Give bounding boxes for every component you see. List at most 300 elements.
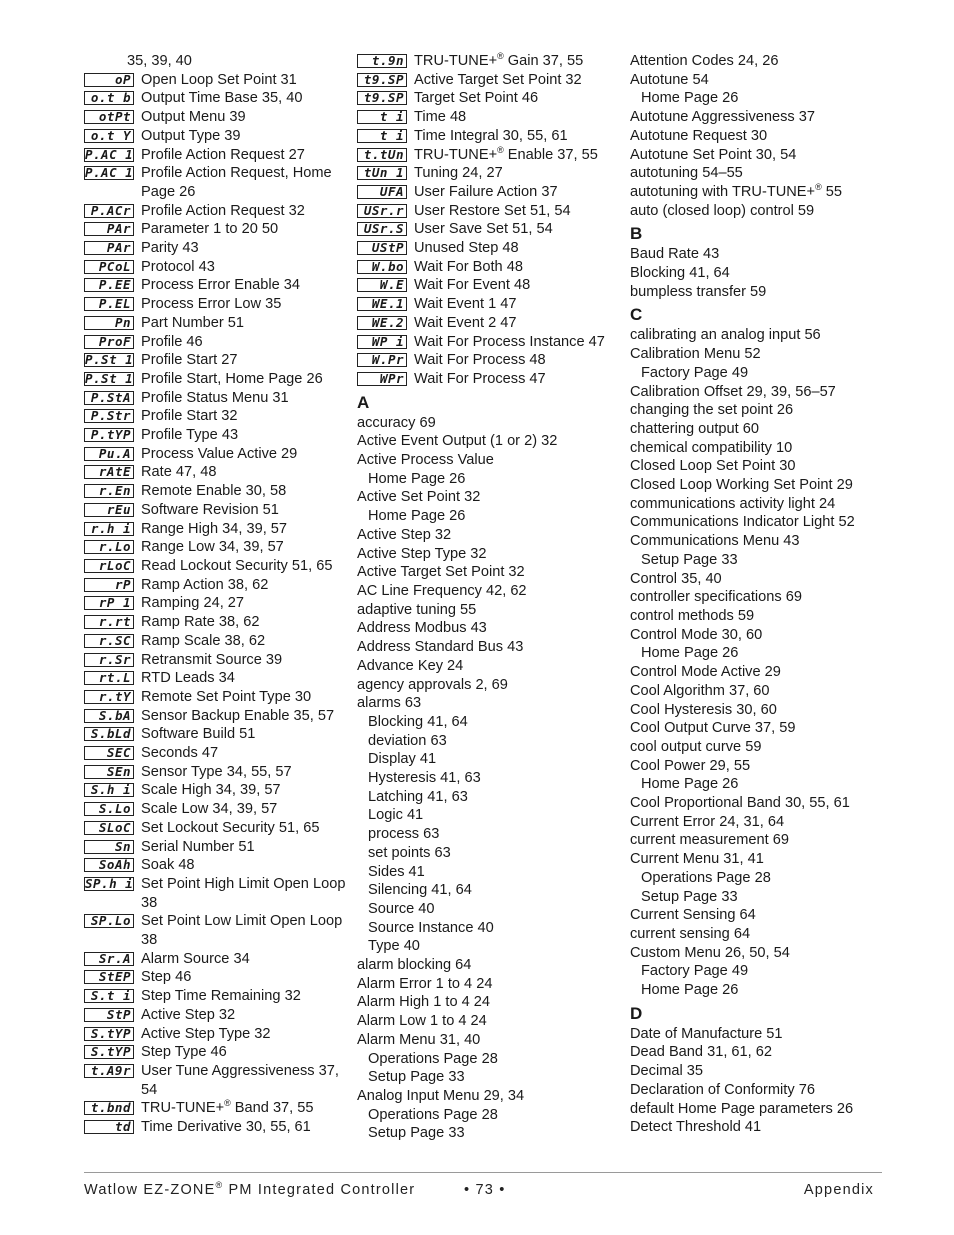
entry-text xyxy=(368,1069,465,1085)
entry-text xyxy=(630,402,793,418)
entry-text xyxy=(414,258,619,277)
parameter-code-entry xyxy=(84,389,346,408)
entry-label: Time Integral 30, 55, 61 xyxy=(414,127,568,144)
entry-text xyxy=(630,608,754,624)
display-code-box: rAtE xyxy=(84,465,134,479)
index-entry xyxy=(630,944,892,963)
entry-text xyxy=(141,220,346,239)
entry-text xyxy=(141,1043,346,1062)
display-code-box: P.EL xyxy=(84,297,134,311)
parameter-code-entry xyxy=(357,202,619,221)
entry-text xyxy=(368,471,465,487)
display-code-box: P.ACr xyxy=(84,204,134,218)
parameter-code-entry xyxy=(84,1118,346,1137)
index-entry xyxy=(357,1012,619,1031)
entry-text xyxy=(414,314,619,333)
entry-text xyxy=(630,440,792,456)
parameter-code-entry xyxy=(84,856,346,875)
entry-text xyxy=(630,327,821,343)
entry-text xyxy=(141,744,346,763)
entry-label: Operations Page 28 xyxy=(368,1050,498,1067)
entry-label: Time Derivative 30, 55, 61 xyxy=(141,1119,311,1136)
entry-text xyxy=(630,514,855,530)
display-code-box: rP xyxy=(84,578,134,592)
entry-label: Current Error 24, 31, 64 xyxy=(630,813,785,830)
parameter-code-entry xyxy=(84,258,346,277)
parameter-code-entry xyxy=(84,314,346,333)
index-subentry xyxy=(357,806,619,825)
entry-label: Serial Number 51 xyxy=(141,838,255,855)
display-code-box: UStP xyxy=(357,241,407,255)
parameter-code-entry xyxy=(84,426,346,445)
entry-label: RTD Leads 34 xyxy=(141,670,235,687)
entry-label: Home Page 26 xyxy=(641,90,739,107)
entry-text xyxy=(141,127,346,146)
entry-text xyxy=(630,814,784,830)
entry-text xyxy=(414,333,619,352)
entry-text xyxy=(127,53,192,69)
index-subentry xyxy=(630,89,892,108)
entry-text xyxy=(630,203,814,219)
entry-label: Wait Event 1 47 xyxy=(414,296,517,313)
entry-label: Step 46 xyxy=(141,969,192,986)
parameter-code-entry xyxy=(357,258,619,277)
display-code-box: t.A9r xyxy=(84,1064,134,1078)
entry-text xyxy=(368,882,472,898)
index-entry xyxy=(357,993,619,1012)
index-entry xyxy=(630,1025,892,1044)
entry-text xyxy=(141,781,346,800)
display-code-box: tUn 1 xyxy=(357,166,407,180)
entry-text xyxy=(141,950,346,969)
display-code-box: P.AC 1 xyxy=(85,147,134,162)
entry-text xyxy=(357,639,523,655)
parameter-code-entry xyxy=(84,688,346,707)
entry-text xyxy=(630,181,843,200)
entry-text xyxy=(414,220,619,239)
parameter-code-entry xyxy=(357,220,619,239)
display-code-box: S.bA xyxy=(84,709,134,723)
index-subentry xyxy=(357,1124,619,1143)
entry-label: bumpless transfer 59 xyxy=(630,283,767,300)
display-code-box: t9.SP xyxy=(357,73,407,87)
entry-text xyxy=(630,265,730,281)
index-subentry xyxy=(357,919,619,938)
entry-text xyxy=(357,489,480,505)
index-entry xyxy=(357,582,619,601)
display-code-box: W.E xyxy=(357,278,407,292)
entry-label: default Home Page parameters 26 xyxy=(630,1100,854,1117)
entry-text xyxy=(630,1101,853,1117)
entry-label: Software Revision 51 xyxy=(141,501,279,518)
entry-label: TRU-TUNE+ xyxy=(414,146,498,163)
entry-label: Calibration Offset 29, 39, 56–57 xyxy=(630,383,836,400)
entry-label: Dead Band 31, 61, 62 xyxy=(630,1044,772,1061)
entry-label: Current Sensing 64 xyxy=(630,907,756,924)
index-entry xyxy=(630,127,892,146)
index-column-3 xyxy=(630,52,892,1137)
index-subentry xyxy=(630,364,892,383)
display-code-box: StEP xyxy=(84,970,134,984)
section-letter-heading: A xyxy=(357,392,370,412)
index-entry xyxy=(630,1062,892,1081)
entry-label: Alarm Menu 31, 40 xyxy=(357,1031,481,1048)
display-code-box: SLoC xyxy=(84,821,134,835)
entry-text xyxy=(630,926,750,942)
entry-text xyxy=(414,183,619,202)
entry-label: Autotune 54 xyxy=(630,71,709,88)
parameter-code-entry xyxy=(84,1062,346,1099)
index-subentry xyxy=(357,1050,619,1069)
entry-label: Closed Loop Working Set Point 29 xyxy=(630,477,853,494)
entry-label: alarm blocking 64 xyxy=(357,957,472,974)
index-entry xyxy=(630,71,892,90)
index-entry xyxy=(357,956,619,975)
parameter-code-entry xyxy=(357,239,619,258)
parameter-code-entry xyxy=(84,950,346,969)
entry-text xyxy=(141,613,346,632)
display-code-box: rP 1 xyxy=(84,596,134,610)
entry-text xyxy=(141,763,346,782)
display-code-box: t i xyxy=(357,110,407,124)
display-code-box: r.h i xyxy=(84,522,134,536)
index-entry xyxy=(630,326,892,345)
entry-text xyxy=(141,1118,346,1137)
parameter-code-entry xyxy=(84,594,346,613)
entry-label: Parity 43 xyxy=(141,240,199,257)
entry-label: Display 41 xyxy=(368,751,437,768)
index-entry xyxy=(630,476,892,495)
entry-label: Alarm Source 34 xyxy=(141,950,250,967)
entry-text xyxy=(141,389,346,408)
entry-text xyxy=(414,295,619,314)
entry-label: User Restore Set 51, 54 xyxy=(414,202,571,219)
index-entry xyxy=(630,264,892,283)
entry-text xyxy=(141,800,346,819)
entry-label: Ramp Scale 38, 62 xyxy=(141,632,266,649)
entry-text xyxy=(641,889,738,905)
display-code-box: r.tY xyxy=(84,690,134,704)
entry-label: Part Number 51 xyxy=(141,314,245,331)
section-letter-heading: B xyxy=(630,224,643,244)
index-subentry xyxy=(357,937,619,956)
index-entry xyxy=(357,1087,619,1106)
entry-text xyxy=(630,496,835,512)
entry-text xyxy=(141,1099,346,1118)
index-entry xyxy=(630,283,892,302)
entry-text xyxy=(141,164,346,201)
index-entry xyxy=(630,1043,892,1062)
entry-label: Communications Menu 43 xyxy=(630,533,800,550)
entry-label: auto (closed loop) control 59 xyxy=(630,202,815,219)
parameter-code-entry xyxy=(84,370,346,389)
index-subentry xyxy=(630,551,892,570)
index-entry xyxy=(357,657,619,676)
entry-label: control methods 59 xyxy=(630,607,755,624)
parameter-code-entry xyxy=(84,445,346,464)
index-entry xyxy=(357,414,619,433)
entry-label: Cool Proportional Band 30, 55, 61 xyxy=(630,795,850,812)
entry-text xyxy=(630,284,766,300)
index-subentry xyxy=(357,863,619,882)
entry-label: Factory Page 49 xyxy=(641,963,749,980)
entry-label: Output Menu 39 xyxy=(141,109,246,126)
display-code-box: WE.1 xyxy=(357,297,407,311)
entry-text xyxy=(141,912,346,949)
display-code-box: WP i xyxy=(357,335,407,349)
entry-text xyxy=(368,1051,498,1067)
entry-label: Autotune Aggressiveness 37 xyxy=(630,109,815,126)
parameter-code-entry xyxy=(84,968,346,987)
parameter-code-entry xyxy=(84,520,346,539)
display-code-box: rLoC xyxy=(84,559,134,573)
entry-pages: Band 37, 55 xyxy=(230,1100,314,1117)
parameter-code-entry xyxy=(84,725,346,744)
entry-text xyxy=(630,1119,761,1135)
entry-text xyxy=(630,702,777,718)
entry-text xyxy=(368,845,451,861)
index-entry xyxy=(357,451,619,470)
entry-text xyxy=(641,645,738,661)
parameter-code-entry xyxy=(357,71,619,90)
parameter-code-entry xyxy=(357,295,619,314)
entry-text xyxy=(141,594,346,613)
entry-text xyxy=(630,147,796,163)
index-entry xyxy=(630,401,892,420)
parameter-code-entry xyxy=(84,632,346,651)
entry-text xyxy=(141,239,346,258)
entry-text xyxy=(630,128,767,144)
entry-text xyxy=(630,384,836,400)
display-code-box: t i xyxy=(357,129,407,143)
parameter-code-entry xyxy=(357,127,619,146)
parameter-code-entry xyxy=(84,800,346,819)
entry-pages: 55 xyxy=(821,183,843,200)
entry-text xyxy=(630,627,762,643)
entry-label: Seconds 47 xyxy=(141,745,219,762)
display-code-box: P.Str xyxy=(84,409,134,423)
entry-label: Autotune Request 30 xyxy=(630,127,768,144)
entry-label: Scale Low 34, 39, 57 xyxy=(141,801,278,818)
entry-label: Read Lockout Security 51, 65 xyxy=(141,557,333,574)
entry-text xyxy=(630,907,756,923)
entry-label: Alarm High 1 to 4 24 xyxy=(357,994,491,1011)
index-entry xyxy=(357,545,619,564)
entry-label: Profile Action Request 27 xyxy=(141,146,305,163)
entry-text xyxy=(357,415,436,431)
parameter-code-entry xyxy=(84,987,346,1006)
entry-label: Blocking 41, 64 xyxy=(630,265,730,282)
registered-mark: ® xyxy=(815,181,822,192)
entry-label: Declaration of Conformity 76 xyxy=(630,1081,815,1098)
entry-text xyxy=(630,758,750,774)
parameter-code-entry xyxy=(84,108,346,127)
index-entry xyxy=(357,694,619,713)
display-code-box: P.St 1 xyxy=(85,371,134,386)
index-entry xyxy=(630,202,892,221)
entry-text xyxy=(357,1032,480,1048)
entry-label: Rate 47, 48 xyxy=(141,464,217,481)
index-subentry xyxy=(357,713,619,732)
entry-text xyxy=(368,864,425,880)
entry-text xyxy=(357,957,471,973)
parameter-code-entry xyxy=(84,1025,346,1044)
entry-text xyxy=(141,707,346,726)
entry-text xyxy=(641,963,748,979)
entry-text xyxy=(141,295,346,314)
entry-text xyxy=(630,851,764,867)
entry-text xyxy=(357,994,490,1010)
index-entry xyxy=(630,813,892,832)
entry-label: Factory Page 49 xyxy=(641,364,749,381)
index-entry xyxy=(630,245,892,264)
display-code-box: SP.Lo xyxy=(84,914,134,928)
entry-label: Profile Type 43 xyxy=(141,427,239,444)
entry-label: Wait For Process Instance 47 xyxy=(414,333,605,350)
index-entry xyxy=(357,563,619,582)
entry-label: Profile Action Request 32 xyxy=(141,202,305,219)
entry-text xyxy=(630,533,800,549)
entry-label: Advance Key 24 xyxy=(357,657,464,674)
index-entry xyxy=(630,345,892,364)
parameter-code-entry xyxy=(357,52,619,71)
footer-divider xyxy=(84,1172,882,1173)
entry-text xyxy=(141,108,346,127)
entry-label: autotuning 54–55 xyxy=(630,165,743,182)
entry-label: Profile Action Request, Home Page 26 xyxy=(141,165,332,200)
entry-label: Setup Page 33 xyxy=(368,1125,465,1142)
entry-text xyxy=(141,463,346,482)
entry-text xyxy=(414,71,619,90)
entry-text xyxy=(414,108,619,127)
entry-label: process 63 xyxy=(368,826,440,843)
entry-label: Range Low 34, 39, 57 xyxy=(141,539,284,556)
entry-label: 35, 39, 40 xyxy=(127,53,192,69)
entry-text xyxy=(641,870,771,886)
index-entry xyxy=(84,52,346,71)
entry-label: changing the set point 26 xyxy=(630,402,794,419)
entry-text xyxy=(630,832,789,848)
entry-text xyxy=(357,695,421,711)
entry-text xyxy=(141,146,346,165)
index-subentry xyxy=(357,844,619,863)
entry-label: Sensor Backup Enable 35, 57 xyxy=(141,707,335,724)
parameter-code-entry xyxy=(84,781,346,800)
index-entry xyxy=(630,850,892,869)
index-entry xyxy=(630,682,892,701)
display-code-box: S.Lo xyxy=(84,802,134,816)
entry-text xyxy=(630,571,722,587)
parameter-code-entry xyxy=(84,557,346,576)
entry-text xyxy=(141,557,346,576)
display-code-box: StP xyxy=(84,1008,134,1022)
entry-text xyxy=(641,552,738,568)
entry-text xyxy=(141,314,346,333)
index-entry xyxy=(357,488,619,507)
index-entry xyxy=(630,626,892,645)
entry-label: Range High 34, 39, 57 xyxy=(141,520,288,537)
index-entry xyxy=(630,719,892,738)
entry-text xyxy=(141,501,346,520)
parameter-code-entry xyxy=(84,1099,346,1118)
entry-label: Latching 41, 63 xyxy=(368,788,468,805)
entry-label: Parameter 1 to 20 50 xyxy=(141,221,279,238)
display-code-box: PAr xyxy=(84,222,134,236)
display-code-box: rt.L xyxy=(84,671,134,685)
index-subentry xyxy=(357,750,619,769)
index-entry xyxy=(630,757,892,776)
entry-label: Address Standard Bus 43 xyxy=(357,639,524,656)
entry-text xyxy=(368,1107,498,1123)
display-code-box: USr.r xyxy=(357,204,407,218)
entry-label: Home Page 26 xyxy=(368,508,466,525)
parameter-code-entry xyxy=(84,912,346,949)
entry-text xyxy=(630,683,770,699)
parameter-code-entry xyxy=(84,838,346,857)
parameter-code-entry xyxy=(84,576,346,595)
index-entry xyxy=(630,794,892,813)
index-entry xyxy=(630,495,892,514)
entry-label: Process Error Low 35 xyxy=(141,296,282,313)
parameter-code-entry xyxy=(84,89,346,108)
entry-text xyxy=(357,564,525,580)
entry-label: Address Modbus 43 xyxy=(357,620,487,637)
entry-text xyxy=(630,1044,772,1060)
display-code-box: o.t b xyxy=(84,91,134,105)
entry-label: Analog Input Menu 29, 34 xyxy=(357,1087,525,1104)
entry-label: Time 48 xyxy=(414,109,467,126)
entry-label: Wait For Process 48 xyxy=(414,352,546,369)
parameter-code-entry xyxy=(84,651,346,670)
parameter-code-entry xyxy=(84,482,346,501)
entry-text xyxy=(368,789,468,805)
entry-label: current sensing 64 xyxy=(630,925,751,942)
entry-label: accuracy 69 xyxy=(357,414,436,431)
entry-label: Wait For Event 48 xyxy=(414,277,531,294)
entry-text xyxy=(141,276,346,295)
index-entry xyxy=(357,638,619,657)
index-subentry xyxy=(357,470,619,489)
index-entry xyxy=(630,164,892,183)
parameter-code-entry xyxy=(84,613,346,632)
entry-label: Setup Page 33 xyxy=(368,1069,465,1086)
entry-text xyxy=(414,127,619,146)
entry-label: adaptive tuning 55 xyxy=(357,601,477,618)
index-entry xyxy=(357,975,619,994)
entry-label: Output Type 39 xyxy=(141,127,241,144)
parameter-code-entry xyxy=(84,1043,346,1062)
entry-label: Home Page 26 xyxy=(641,982,739,999)
display-code-box: P.tYP xyxy=(84,428,134,442)
index-entry xyxy=(630,420,892,439)
entry-label: Profile 46 xyxy=(141,333,203,350)
entry-text xyxy=(141,669,346,688)
entry-label: cool output curve 59 xyxy=(630,738,762,755)
parameter-code-entry xyxy=(357,276,619,295)
entry-text xyxy=(368,1125,465,1141)
entry-label: Soak 48 xyxy=(141,857,195,874)
entry-text xyxy=(141,856,346,875)
entry-label: Closed Loop Set Point 30 xyxy=(630,458,796,475)
display-code-box: P.StA xyxy=(84,391,134,405)
index-entry xyxy=(630,831,892,850)
entry-label: alarms 63 xyxy=(357,695,422,712)
entry-text xyxy=(141,725,346,744)
parameter-code-entry xyxy=(84,1006,346,1025)
entry-text xyxy=(630,421,759,437)
display-code-box: r.rt xyxy=(84,615,134,629)
entry-text xyxy=(414,239,619,258)
